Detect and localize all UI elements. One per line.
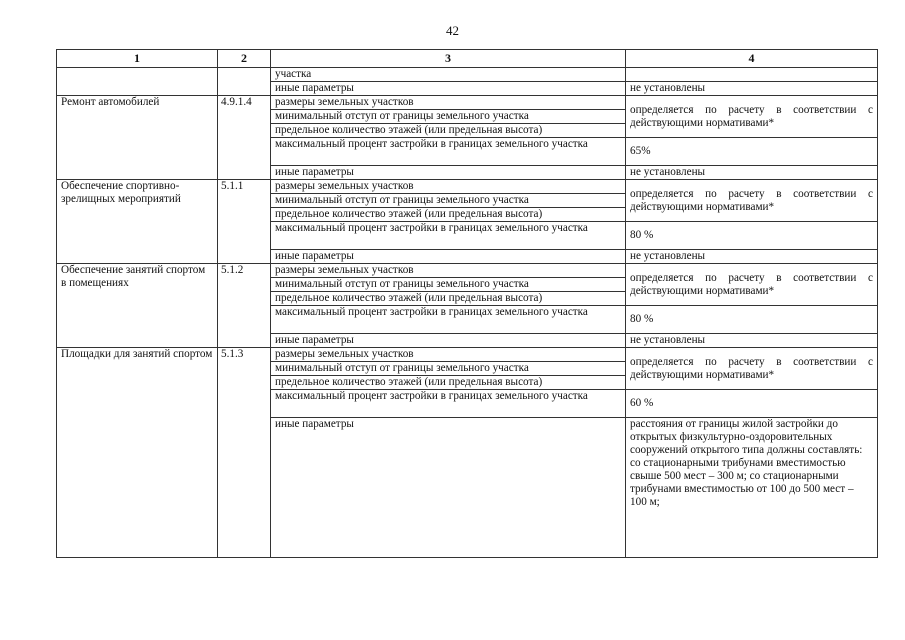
- table-header-row: [57, 50, 878, 68]
- parameter-name: иные параметры: [271, 334, 626, 348]
- use-type-name: [57, 68, 218, 96]
- parameter-name: предельное количество этажей (или предельная высота): [271, 292, 626, 306]
- parameter-value: расстояния от границы жилой застройки до открытых физкультурно-оздоровительных сооружений открытого типа должны составлять: со стационарными трибунами вместимостью свыше 500 мест – 300 м; со стационарными трибунами вместимостью от 100 до 500 мест – 100 м;: [626, 418, 878, 558]
- parameter-value: определяется по расчету в соответствии с действующими нормативами*: [626, 348, 878, 390]
- parameter-name: предельное количество этажей (или предельная высота): [271, 376, 626, 390]
- use-type-name: Площадки для занятий спортом: [57, 348, 218, 558]
- parameter-value: 80 %: [626, 222, 878, 250]
- parameter-name: максимальный процент застройки в границах земельного участка: [271, 222, 626, 250]
- parameter-value: не установлены: [626, 82, 878, 96]
- table-row: [57, 264, 878, 278]
- parameter-value: не установлены: [626, 334, 878, 348]
- parameter-value: определяется по расчету в соответствии с действующими нормативами*: [626, 96, 878, 138]
- table-row: [57, 96, 878, 110]
- table-row: [57, 180, 878, 194]
- parameter-value: определяется по расчету в соответствии с действующими нормативами*: [626, 180, 878, 222]
- parameter-name: максимальный процент застройки в границах земельного участка: [271, 390, 626, 418]
- column-header: 3: [271, 50, 626, 68]
- page-number: 42: [446, 23, 459, 38]
- parameter-name: размеры земельных участков: [271, 348, 626, 362]
- parameter-name: предельное количество этажей (или предельная высота): [271, 124, 626, 138]
- parameter-name: предельное количество этажей (или предельная высота): [271, 208, 626, 222]
- parameter-name: минимальный отступ от границы земельного участка: [271, 194, 626, 208]
- use-type-code: 5.1.1: [218, 180, 271, 264]
- use-type-name: Обеспечение занятий спортом в помещениях: [57, 264, 218, 348]
- land-use-parameters-table: [56, 49, 878, 558]
- parameter-name: минимальный отступ от границы земельного участка: [271, 362, 626, 376]
- use-type-code: [218, 68, 271, 96]
- table-row: [57, 348, 878, 362]
- parameter-value: 65%: [626, 138, 878, 166]
- parameter-name: иные параметры: [271, 418, 626, 558]
- use-type-code: 5.1.2: [218, 264, 271, 348]
- parameter-value: не установлены: [626, 250, 878, 264]
- parameter-name: максимальный процент застройки в границах земельного участка: [271, 306, 626, 334]
- parameter-name: минимальный отступ от границы земельного участка: [271, 278, 626, 292]
- parameter-value: 80 %: [626, 306, 878, 334]
- parameter-name: размеры земельных участков: [271, 264, 626, 278]
- parameter-value: [626, 68, 878, 82]
- parameter-value: не установлены: [626, 166, 878, 180]
- parameter-name: минимальный отступ от границы земельного участка: [271, 110, 626, 124]
- parameter-name: размеры земельных участков: [271, 96, 626, 110]
- parameter-name: иные параметры: [271, 250, 626, 264]
- parameter-name: участка: [271, 68, 626, 82]
- use-type-code: 4.9.1.4: [218, 96, 271, 180]
- parameter-name: иные параметры: [271, 82, 626, 96]
- parameter-value: 60 %: [626, 390, 878, 418]
- parameter-value: определяется по расчету в соответствии с действующими нормативами*: [626, 264, 878, 306]
- use-type-name: Обеспечение спортивно-зрелищных мероприятий: [57, 180, 218, 264]
- parameter-name: иные параметры: [271, 166, 626, 180]
- parameter-name: размеры земельных участков: [271, 180, 626, 194]
- column-header: 4: [626, 50, 878, 68]
- column-header: 2: [218, 50, 271, 68]
- use-type-code: 5.1.3: [218, 348, 271, 558]
- table-row: [57, 68, 878, 82]
- use-type-name: Ремонт автомобилей: [57, 96, 218, 180]
- column-header: 1: [57, 50, 218, 68]
- parameter-name: максимальный процент застройки в границах земельного участка: [271, 138, 626, 166]
